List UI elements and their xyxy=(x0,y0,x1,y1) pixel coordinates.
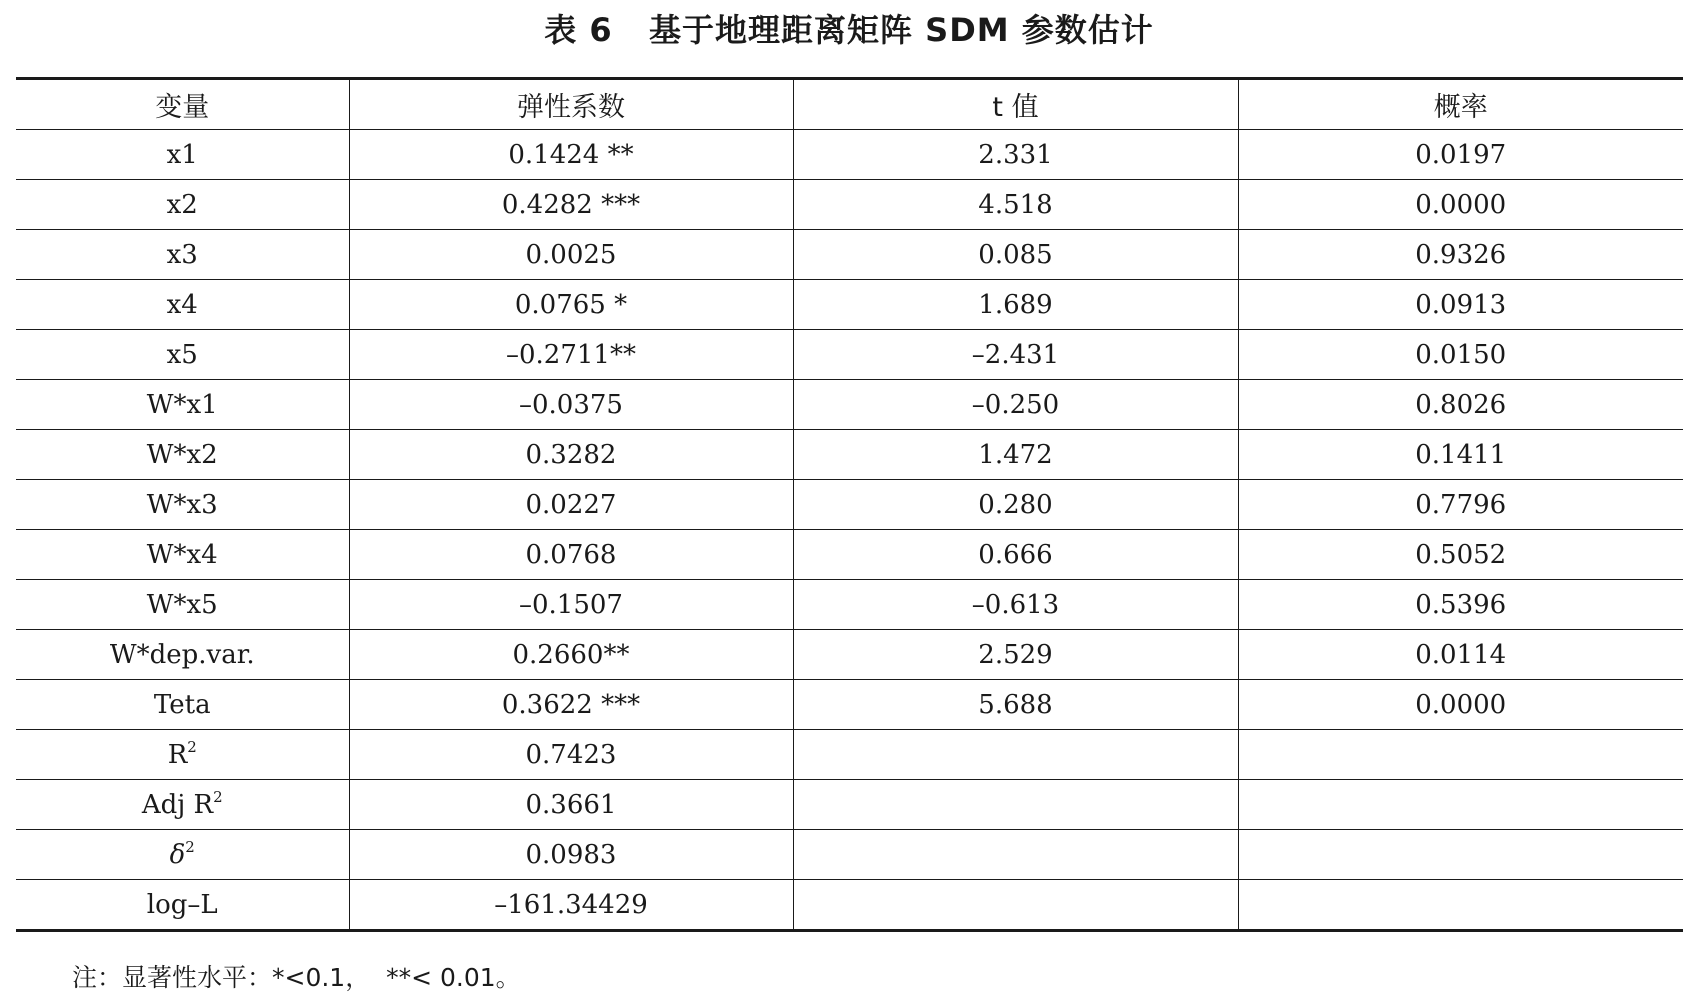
stat-value: 0.0983 xyxy=(349,830,793,880)
probability-cell: 0.0000 xyxy=(1238,680,1683,730)
variable-cell: W*x1 xyxy=(16,380,349,430)
stat-row xyxy=(16,730,1683,780)
t-value-cell: 2.529 xyxy=(793,630,1238,680)
probability-cell: 0.0913 xyxy=(1238,280,1683,330)
table-row xyxy=(16,230,1683,280)
t-value-cell: 0.280 xyxy=(793,480,1238,530)
probability-cell: 0.0150 xyxy=(1238,330,1683,380)
stat-label: log–L xyxy=(16,880,349,931)
stat-label: $\delta^2$ xyxy=(16,830,349,880)
stat-label: Adj $R^2$ xyxy=(16,780,349,830)
table-row xyxy=(16,380,1683,430)
variable-cell: W*dep.var. xyxy=(16,630,349,680)
header-probability: 概率 xyxy=(1238,79,1683,130)
probability-cell: 0.8026 xyxy=(1238,380,1683,430)
variable-cell: x1 xyxy=(16,130,349,180)
empty-cell xyxy=(793,730,1238,780)
variable-cell: x2 xyxy=(16,180,349,230)
probability-cell: 0.9326 xyxy=(1238,230,1683,280)
header-variable: 变量 xyxy=(16,79,349,130)
variable-cell: W*x4 xyxy=(16,530,349,580)
probability-cell: 0.7796 xyxy=(1238,480,1683,530)
variable-cell: W*x5 xyxy=(16,580,349,630)
table-row xyxy=(16,530,1683,580)
t-value-cell: 2.331 xyxy=(793,130,1238,180)
t-value-cell: 0.666 xyxy=(793,530,1238,580)
t-value-cell: 1.472 xyxy=(793,430,1238,480)
t-value-cell: 1.689 xyxy=(793,280,1238,330)
empty-cell xyxy=(1238,780,1683,830)
header-row xyxy=(16,79,1683,130)
probability-cell: 0.0000 xyxy=(1238,180,1683,230)
probability-cell: 0.5396 xyxy=(1238,580,1683,630)
coef-cell: 0.3622 *** xyxy=(349,680,793,730)
variable-cell: x3 xyxy=(16,230,349,280)
coef-cell: 0.0227 xyxy=(349,480,793,530)
t-value-cell: 5.688 xyxy=(793,680,1238,730)
coef-cell: 0.4282 *** xyxy=(349,180,793,230)
variable-cell: x5 xyxy=(16,330,349,380)
empty-cell xyxy=(1238,880,1683,931)
table-row xyxy=(16,680,1683,730)
coef-cell: 0.0025 xyxy=(349,230,793,280)
coef-cell: 0.0768 xyxy=(349,530,793,580)
stat-value: 0.7423 xyxy=(349,730,793,780)
table-row xyxy=(16,430,1683,480)
variable-cell: W*x2 xyxy=(16,430,349,480)
stat-row xyxy=(16,780,1683,830)
probability-cell: 0.1411 xyxy=(1238,430,1683,480)
coef-cell: 0.3282 xyxy=(349,430,793,480)
header-elasticity: 弹性系数 xyxy=(349,79,793,130)
stat-value: 0.3661 xyxy=(349,780,793,830)
empty-cell xyxy=(793,780,1238,830)
coef-cell: –0.0375 xyxy=(349,380,793,430)
probability-cell: 0.0197 xyxy=(1238,130,1683,180)
variable-cell: Teta xyxy=(16,680,349,730)
stat-row xyxy=(16,880,1683,931)
table-row xyxy=(16,280,1683,330)
coef-cell: 0.2660** xyxy=(349,630,793,680)
probability-cell: 0.0114 xyxy=(1238,630,1683,680)
t-value-cell: –0.250 xyxy=(793,380,1238,430)
table-row xyxy=(16,580,1683,630)
table-title: 表 6 基于地理距离矩阵 SDM 参数估计 xyxy=(544,11,1154,49)
table-row xyxy=(16,180,1683,230)
table-row xyxy=(16,630,1683,680)
stat-row xyxy=(16,830,1683,880)
header-t-value: t 值 xyxy=(793,79,1238,130)
stat-label: $R^2$ xyxy=(16,730,349,780)
empty-cell xyxy=(1238,830,1683,880)
coef-cell: 0.0765 * xyxy=(349,280,793,330)
t-value-cell: 0.085 xyxy=(793,230,1238,280)
sdm-estimates-table xyxy=(16,77,1683,932)
coef-cell: –0.2711** xyxy=(349,330,793,380)
probability-cell: 0.5052 xyxy=(1238,530,1683,580)
table-row xyxy=(16,130,1683,180)
table-row xyxy=(16,330,1683,380)
coef-cell: 0.1424 ** xyxy=(349,130,793,180)
empty-cell xyxy=(1238,730,1683,780)
t-value-cell: 4.518 xyxy=(793,180,1238,230)
variable-cell: x4 xyxy=(16,280,349,330)
empty-cell xyxy=(793,830,1238,880)
t-value-cell: –0.613 xyxy=(793,580,1238,630)
empty-cell xyxy=(793,880,1238,931)
variable-cell: W*x3 xyxy=(16,480,349,530)
t-value-cell: –2.431 xyxy=(793,330,1238,380)
table-row xyxy=(16,480,1683,530)
stat-value: –161.34429 xyxy=(349,880,793,931)
coef-cell: –0.1507 xyxy=(349,580,793,630)
significance-note: 注：显著性水平：*<0.1， **< 0.01。 xyxy=(72,963,521,992)
